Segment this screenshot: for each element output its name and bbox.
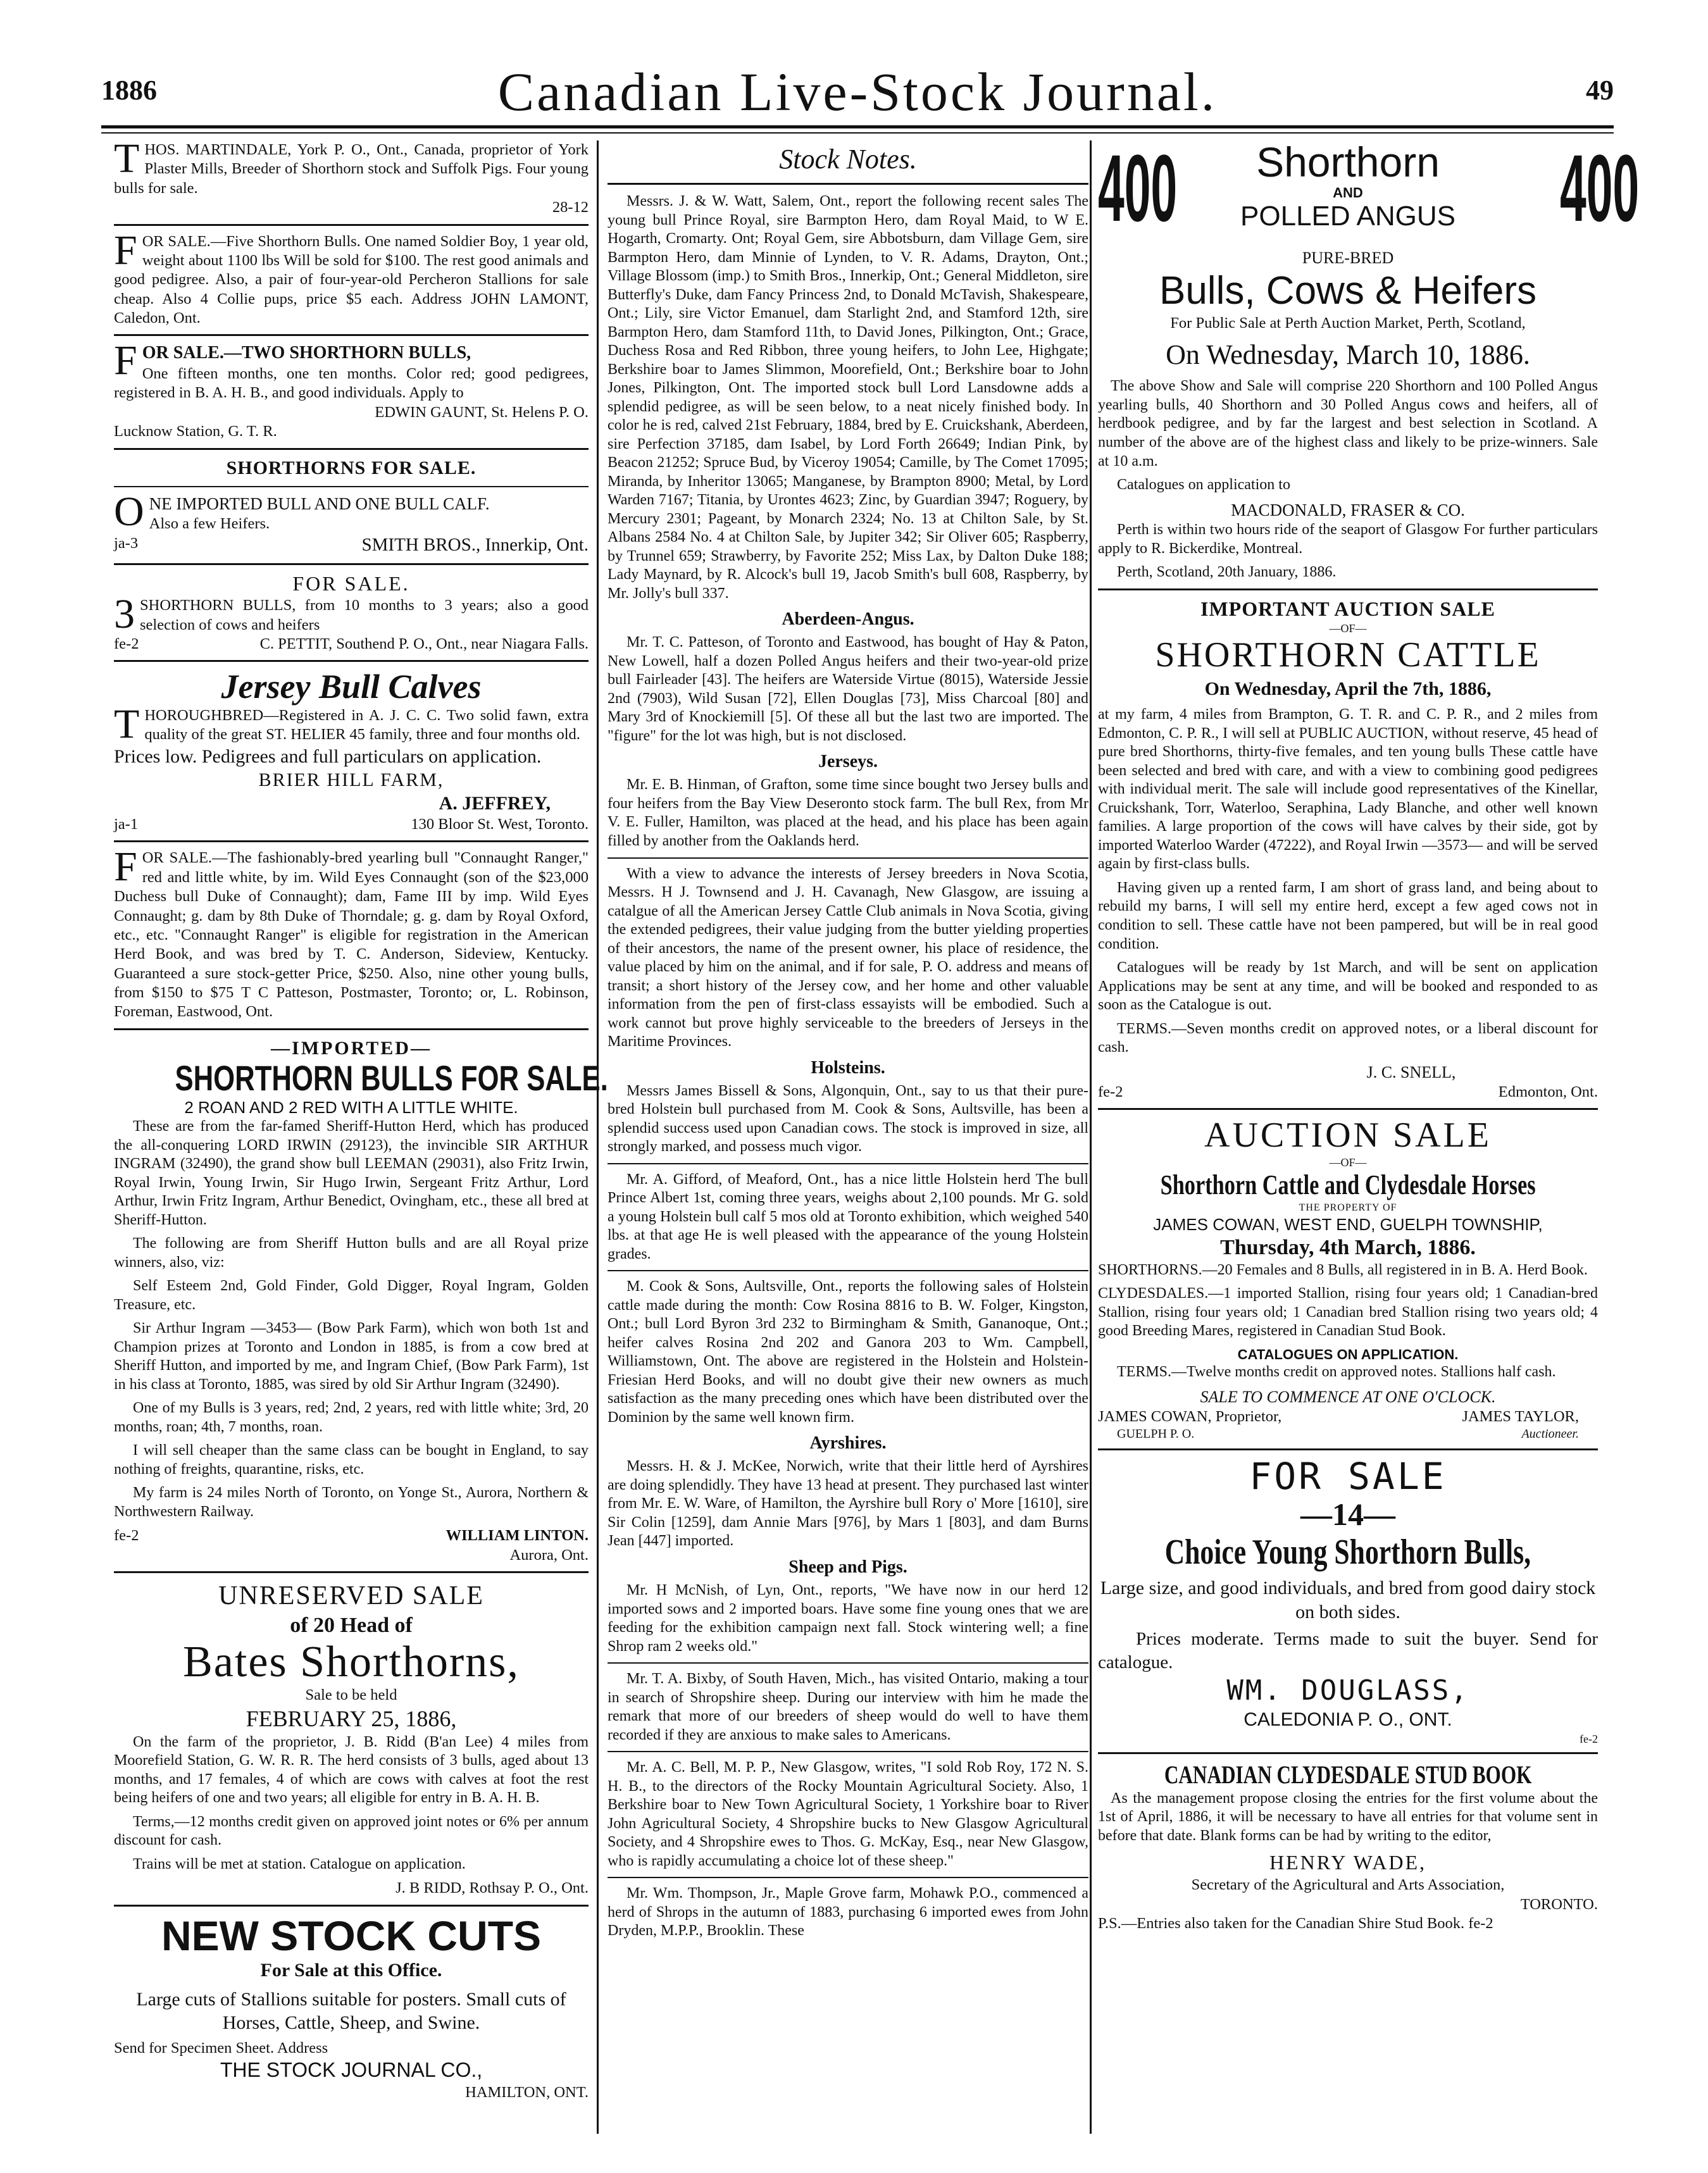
- ad-name: J. B RIDD, Rothsay P. O., Ont.: [396, 1879, 589, 1897]
- ad-address: 130 Bloor St. West, Toronto.: [411, 816, 589, 833]
- ad-title: Jersey Bull Calves: [221, 668, 482, 706]
- ad-title: UNRESERVED SALE: [218, 1581, 484, 1611]
- ad-subtitle: 2 ROAN AND 2 RED WITH A LITTLE WHITE.: [184, 1097, 518, 1117]
- ad-text: Large size, and good individuals, and bred from good dairy stock on both sides.: [1100, 1578, 1596, 1622]
- column-divider: [597, 140, 599, 2134]
- sale-time: SALE TO COMMENCE AT ONE O'CLOCK.: [1200, 1387, 1496, 1406]
- note-paragraph: M. Cook & Sons, Aultsville, Ont., reports the following sales of Holstein cattle made during the month: Cow Rosina 8816 to B. W. Folger, Kingston, Ont.; bull Lord Byron 3rd 232 to Birmingham & Smith, Gananoque, Ont.; heifer calves Rosina 2nd 202 and Ganora 203 to Wm. Campbell, Williamstown, Ont. The above are registered in the Holstein and Holstein-Friesian Herd Books, and will no doubt give their new owners as much satisfaction as the many preceding ones which have been distributed over the Dominion by the same well known firm.: [608, 1278, 1088, 1426]
- ad-headline: Bulls, Cows & Heifers: [1159, 269, 1537, 313]
- ad-stud-book: [1098, 1752, 1598, 1933]
- ad-paragraph: Sir Arthur Ingram —3453— (Bow Park Farm), which won both 1st and Champion prizes at Toronto and London in 1885, is from a cow bred at Sheriff Hutton, and imported by me, and Ingram Chief, (Bow Park Farm), 1st in his class at Toronto, 1885, was sired by old Sir Arthur Ingram (32490).: [114, 1320, 589, 1393]
- note-paragraph: Messrs James Bissell & Sons, Algonquin, Ont., say to us that their pure-bred Holstein bull purchased from M. Cook & Sons, Aultsville, has been a splendid success used upon Canadian cows. The stock is improved in size, all strongly marked, and possess much vigor.: [608, 1082, 1088, 1155]
- sale-date: FEBRUARY 25, 1886,: [246, 1706, 457, 1732]
- ad-text: Sale to be held: [305, 1686, 397, 1703]
- note-paragraph: Mr. A. Gifford, of Meaford, Ont., has a nice little Holstein herd The bull Prince Albert 1st, coming three years, weighs about 2,100 pounds. Mr G. sold a young Holstein bull calf 5 mos old at Toronto exhibition, which weighed 540 lbs. at that age He is well pleased with the appearance of the young Holstein grades.: [608, 1171, 1088, 1262]
- ad-paragraph: Trains will be met at station. Catalogue on application.: [133, 1855, 466, 1872]
- ad-code: fe-2: [114, 1527, 139, 1545]
- count-badge: 400: [1098, 135, 1178, 241]
- ad-text: Large cuts of Stallions suitable for posters. Small cuts of Horses, Cattle, Sheep, and Swine.: [136, 1988, 566, 2034]
- drop-cap: F: [114, 227, 137, 273]
- ad-text: OR SALE.—The fashionably-bred yearling bull "Connaught Ranger," red and little white, by im. Wild Eyes Connaught (son of the $23,000 Duchess bull Duke of Connaught); dam, Fame III by imp. Wild Eyes Connaught; g. dam by 8th Duke of Thorndale; g. g. dam by Royal Oxford, etc., etc. "Connaught Ranger" is eligible for registration in the American Herd Book, and was bred by T. C. Anderson, Sideview, Kentucky. Guaranteed a sure stock-getter Price, $250. Also, nine other young bulls, from $150 to $75 T C Patteson, Postmaster, Toronto; or, L. Robinson, Foreman, Eastwood, Ont.: [114, 849, 589, 1021]
- ad-connector: —OF—: [1329, 622, 1367, 635]
- issue-year: 1886: [101, 75, 157, 106]
- ad-title: IMPORTANT AUCTION SALE: [1200, 597, 1495, 620]
- ad-linton: [114, 1028, 608, 1565]
- ad-text: OR SALE.—Five Shorthorn Bulls. One named Soldier Boy, 1 year old, weight about 1100 lbs Will be sold for $100. The rest good animals and good pedigree. Also, a pair of four-year-old Percheron Stallions for sale cheap. Also 4 Collie pups, price $5 each. Address JOHN LAMONT, Caledon, Ont.: [114, 232, 589, 327]
- drop-cap: T: [114, 700, 140, 747]
- note-paragraph: Mr. A. C. Bell, M. P. P., New Glasgow, writes, "I sold Rob Roy, 172 N. S. H. B., to the directors of the Rocky Mountain Agricultural Society. Also, 1 Berkshire boar to New Town Agricultural Society, 1 Yorkshire boar to River John Agricultural Society, 4 Shropshire bucks to New Glasgow Agricultural Society, and 4 Shropshire ewes to Thos. G. McKay, Esq., near New Glasgow, who is rapidly accumulating a choice lot of these sheep.": [608, 1759, 1088, 1869]
- publisher-city: HAMILTON, ONT.: [465, 2083, 589, 2101]
- ad-text: P.S.—Entries also taken for the Canadian Shire Stud Book.: [1098, 1914, 1465, 1932]
- owner-name: JAMES COWAN, WEST END, GUELPH TOWNSHIP,: [1153, 1214, 1543, 1234]
- section-heading: Holsteins.: [811, 1057, 885, 1078]
- ad-connector: THE PROPERTY OF: [1299, 1202, 1397, 1213]
- note-paragraph: Messrs. H. & J. McKee, Norwich, write that their little herd of Ayrshires are doing splendidly. They have 13 head at present. They purchased last winter from Mr. E. W. Ware, of Hamilton, the Ayrshire bull Rory o' More [1610], sire Sir Colin [1259], dam Annie Mars [976], by Mars 1 [803], and dam Burns Jean [447] imported.: [608, 1458, 1088, 1550]
- ad-paragraph: I will sell cheaper than the same class can be bought in England, to say nothing of freights, quarantine, risks, etc.: [114, 1442, 589, 1478]
- ad-stock-cuts: [114, 1905, 589, 2102]
- ad-name: JAMES COWAN, Proprietor,: [1098, 1408, 1282, 1426]
- column-center: [608, 140, 1088, 2134]
- sale-date: On Wednesday, April the 7th, 1886,: [1204, 678, 1492, 700]
- ad-title: FOR SALE: [1249, 1455, 1447, 1498]
- ad-code: 28-12: [552, 199, 589, 216]
- drop-cap: O: [114, 488, 144, 535]
- ad-name: C. PETTIT, Southend P. O., Ont., near Niagara Falls.: [259, 635, 589, 652]
- section-title: Stock Notes.: [779, 144, 917, 175]
- ad-code: ja-3: [114, 534, 139, 552]
- ad-address: Aurora, Ont.: [509, 1546, 589, 1564]
- ad-subtitle: of 20 Head of: [290, 1614, 413, 1638]
- note-paragraph: Mr. Wm. Thompson, Jr., Maple Grove farm, Mohawk P.O., commenced a herd of Shrops in the autumn of 1883, purchasing 6 imported ewes from John Dryden, M.P.P., Brooklin. These: [608, 1885, 1088, 1940]
- ad-station: Lucknow Station, G. T. R.: [114, 423, 277, 440]
- ad-title: Shorthorn: [1256, 139, 1440, 185]
- ad-gaunt: [114, 334, 589, 441]
- ad-code: fe-2: [114, 635, 139, 652]
- sale-date: On Wednesday, March 10, 1886.: [1166, 339, 1530, 370]
- ad-title: NEW STOCK CUTS: [161, 1912, 542, 1959]
- ad-address: CALEDONIA P. O., ONT.: [1244, 1709, 1452, 1731]
- ad-subtitle: For Sale at this Office.: [260, 1960, 442, 1981]
- ad-code: fe-2: [1098, 1083, 1123, 1100]
- ad-paragraph: TERMS.—Twelve months credit on approved notes. Stallions half cash.: [1117, 1364, 1556, 1381]
- ad-name: A. JEFFREY,: [439, 792, 551, 814]
- ad-connaught: [114, 840, 589, 1021]
- farm-name: BRIER HILL FARM,: [258, 769, 444, 790]
- column-divider: [1090, 140, 1092, 2134]
- ad-paragraph: Self Esteem 2nd, Gold Finder, Gold Digger, Royal Ingram, Golden Treasure, etc.: [114, 1278, 589, 1313]
- ad-paragraph: The following are from Sheriff Hutton bulls and are all Royal prize winners, also, viz:: [114, 1235, 589, 1271]
- ad-code: fe-2: [1468, 1914, 1493, 1932]
- ad-perth-sale: [1098, 135, 1640, 582]
- ad-pettit: [114, 563, 589, 654]
- ad-title: CANADIAN CLYDESDALE STUD BOOK: [1164, 1760, 1532, 1789]
- ad-paragraph: Perth, Scotland, 20th January, 1886.: [1117, 564, 1337, 581]
- note-paragraph: Mr. T. C. Patteson, of Toronto and Eastwood, has bought of Hay & Paton, New Lowell, half a dozen Polled Angus heifers and their two-year-old prize bull Fairleader [43]. The heifers are Waterside Virtue (8015), Waterside Jessie 2nd (7903), Wild Susan [72], Ellen Douglas [73], Miss Charcoal [80] and Mary 3rd of Knockiemill [5]. Of these all but the last two are imported. The "figure" for the lot was high, but is not disclosed.: [608, 634, 1088, 744]
- ad-text: HOROUGHBRED—Registered in A. J. C. C. Two solid fawn, extra quality of the great ST. HELIER 45 family, three and four months old.: [144, 706, 589, 744]
- ad-headline: Shorthorn Cattle and Clydesdale Horses: [1160, 1169, 1536, 1201]
- ad-title: POLLED ANGUS: [1240, 200, 1456, 232]
- ad-jersey: [114, 660, 589, 834]
- ad-headline: Choice Young Shorthorn Bulls,: [1164, 1532, 1531, 1572]
- ad-heading: NE IMPORTED BULL AND ONE BULL CALF.: [149, 494, 490, 513]
- ad-title: AUCTION SALE: [1204, 1116, 1492, 1155]
- ad-text: HOS. MARTINDALE, York P. O., Ont., Canada, proprietor of York Plaster Mills, Breeder of Shorthorn stock and Suffolk Pigs. Four young bulls for sale.: [114, 141, 589, 197]
- ad-paragraph: at my farm, 4 miles from Brampton, G. T. R. and C. P. R., and 2 miles from Edmonton, C. P. R., I will sell at PUBLIC AUCTION, without reserve, 45 head of pure bred Shorthorns, thirty-five females, and ten young bulls These cattle have been selected and bred with care, and with a view to combining good pedigrees with individual merit. The sale will include good representatives of the Kinellar, Cruickshank, Torr, Waterloo, Seraphina, Lady Blanche, and other well known families. A large proportion of the cows will have calves by their side, got by imported Waterloo Warder (47222), and Royal Irwin —3573— and will be served again by first-class bulls.: [1098, 706, 1598, 873]
- ad-lamont: [114, 224, 589, 328]
- ad-paragraph: TERMS.—Seven months credit on approved notes, or a liberal discount for cash.: [1098, 1020, 1598, 1056]
- ad-paragraph: Perth is within two hours ride of the seaport of Glasgow For further particulars apply to R. Bickerdike, Montreal.: [1098, 521, 1598, 557]
- ad-text: Prices low. Pedigrees and full particulars on application.: [114, 745, 542, 767]
- ad-name: JAMES TAYLOR,: [1462, 1408, 1579, 1426]
- ad-name: WILLIAM LINTON.: [446, 1527, 589, 1545]
- count-badge: 400: [1560, 135, 1640, 241]
- drop-cap: 3: [114, 591, 135, 638]
- drop-cap: F: [114, 337, 137, 384]
- ad-name: J. C. SNELL,: [1366, 1062, 1456, 1081]
- ad-text: Also a few Heifers.: [149, 515, 270, 533]
- ad-snell: [1098, 588, 1598, 1102]
- ad-role: Auctioneer.: [1521, 1427, 1579, 1441]
- ad-kicker: —IMPORTED—: [271, 1037, 432, 1059]
- publisher-name: THE STOCK JOURNAL CO.,: [220, 2058, 483, 2081]
- ad-name: SMITH BROS., Innerkip, Ont.: [361, 534, 589, 555]
- ad-title: SHORTHORN BULLS FOR SALE.: [175, 1058, 608, 1099]
- ad-conjunction: AND: [1333, 185, 1363, 201]
- ad-code: fe-2: [1580, 1732, 1598, 1745]
- masthead-rule-thin: [101, 132, 1614, 134]
- note-paragraph: Messrs. J. & W. Watt, Salem, Ont., report the following recent sales The young bull Prince Royal, sire Barmpton Hero, dam Royal Maid, to W E. Hogarth, Cromarty. Ont; Royal Gem, sire Abbotsburn, dam Village Gem, sire Barmpton Hero, dam Minnie of Lynden, to V. R. Adams, Drayton, Ont.; Village Blossom (imp.) to Smith Bros., Innerkip, Ont.; General Middleton, sire Butterfly's Duke, dam Fancy Princess 2nd, to Donald McTavish, Shakespeare, Ont.; Lily, sire Victor Emanuel, dam Starlight 2nd, and Stamford 12th, sire Barmpton Hero, dam Stamford 11th, to David Jones, Pilkington, Ont.; Grace, Duchess Rosa and Red Ribbon, three young heifers, to John Lee, Highgate; Berkshire boar to James Slimmon, Moorefield, Ont.; Berkshire boar to John Jones, Pilkington, Ont. The imported stock bull Lord Lansdowne adds a splendid pedigree, as will be seen below, to a neat nicely finished body. In color he is red, calved 21st February, 1884, bred by E. Cruickshank, Aberdeen, sire Perfection 37185, dam Isabel, by Lord Forth 26649; Indian Pink, by Beacon 21252; Spruce Bud, by Viceroy 19054; Camille, by The Comet 17095; Miranda, by Inheritor 13065; Manganese, by Brampton 8900; Metal, by Lord Warden 7167; Titania, by Urontes 4623; Zinc, by Guardian 3947; Roguery, by Mercury 2301; Pageant, by Monarch 2324; No. 13 at Chilton Sale, by St. Albans 2584 No. 4 at Chilton Sale, by Jupiter 342; Sir Oliver 605; Raspberry, by Trunnel 659; Strawberry, by Favorite 252; Miss Lax, by Dalton Duke 188; Lady Maynard, by R. Alcock's bull 19, Jacob Smith's bull 608, Raspberry, by Mr. Jolly's bull 337.: [608, 193, 1088, 602]
- ad-douglass: [1098, 1448, 1598, 1746]
- ad-paragraph: My farm is 24 miles North of Toronto, on Yonge St., Aurora, Northern & Northwestern Railway.: [114, 1485, 589, 1520]
- drop-cap: F: [114, 844, 137, 890]
- ad-paragraph: Having given up a rented farm, I am short of grass land, and being about to rebuild my barns, I will sell my entire herd, except a few aged cows not in condition to sell. These cattle have not been pampered, but will be in real good condition.: [1098, 879, 1598, 952]
- section-heading: Ayrshires.: [809, 1433, 887, 1454]
- masthead-rule: [101, 125, 1614, 128]
- sale-date: Thursday, 4th March, 1886.: [1220, 1235, 1476, 1259]
- section-heading: Aberdeen-Angus.: [782, 609, 914, 630]
- ad-paragraph: The above Show and Sale will comprise 220 Shorthorn and 100 Polled Angus yearling bulls, 40 Shorthorn and 30 Polled Angus cows and heifers, all of herdbook pedigree, and by far the largest and best selection in Scotland. A number of the above are of the highest class and likely to be prize-winners. Sale at 10 a.m.: [1098, 378, 1598, 470]
- ad-paragraph: These are from the far-famed Sheriff-Hutton Herd, which has produced the all-conquering LORD IRWIN (29123), the invincible SIR ARTHUR INGRAM (32490), the grand show bull LEEMAN (29031), also Fritz Irwin, Royal Irwin, Young Irwin, Sir Hugo Irwin, Sergeant Fritz Arthur, Lord Arthur, Irwin Fritz Ingram, Arthur Benedict, Ovingham, etc., these all bred at Sheriff-Hutton.: [114, 1118, 589, 1228]
- ad-code: ja-1: [114, 816, 139, 833]
- sale-place: For Public Sale at Perth Auction Market, Perth, Scotland,: [1170, 314, 1526, 332]
- ad-count: —14—: [1300, 1496, 1395, 1532]
- ad-paragraph: Catalogues on application to: [1117, 476, 1290, 494]
- ad-cowan: [1098, 1108, 1598, 1442]
- ad-text: Secretary of the Agricultural and Arts Association,: [1191, 1876, 1505, 1894]
- ad-address: GUELPH P. O.: [1117, 1427, 1195, 1441]
- section-heading: Sheep and Pigs.: [789, 1557, 907, 1577]
- ad-headline: SHORTHORN CATTLE: [1155, 635, 1541, 675]
- ad-title: SHORTHORNS FOR SALE.: [226, 457, 477, 478]
- ad-address: TORONTO.: [1520, 1895, 1598, 1913]
- ad-name: MACDONALD, FRASER & CO.: [1231, 500, 1465, 520]
- ad-address: Edmonton, Ont.: [1498, 1083, 1598, 1100]
- note-paragraph: Mr. H McNish, of Lyn, Ont., reports, "We have now in our herd 12 imported sows and 2 imported boars. Have some fine young ones that we are feeding for the exhibition campaign next fall. Stock wintering well; a fine Shrop ram 2 weeks old.": [608, 1582, 1088, 1655]
- ad-text: SHORTHORN BULLS, from 10 months to 3 years; also a good selection of cows and heifers: [140, 597, 589, 633]
- note-paragraph: Mr. T. A. Bixby, of South Haven, Mich., has visited Ontario, making a tour in search of Shropshire sheep. During our interview with him he made the remark that more of our breeders of sheep would do well to have them recorded if they are anxious to make sales to Americans.: [608, 1671, 1088, 1743]
- ad-paragraph: CLYDESDALES.—1 imported Stallion, rising four years old; 1 Canadian-bred Stallion, rising four years old; 1 Canadian bred Stallion rising two years old; 4 good Breeding Mares, registered in Canadian Stud Book.: [1098, 1285, 1598, 1340]
- ad-name: EDWIN GAUNT, St. Helens P. O.: [375, 403, 589, 421]
- note-paragraph: Mr. E. B. Hinman, of Grafton, some time since bought two Jersey bulls and four heifers from the Bay View Deseronto stock farm. The bull Rex, from Mr V. E. Fuller, Hamilton, was placed at the head, and his place has been again filled by another from the Oaklands herd.: [608, 776, 1088, 849]
- masthead: [101, 60, 1614, 122]
- ad-name: WM. DOUGLASS,: [1226, 1674, 1469, 1707]
- ad-text: Prices moderate. Terms made to suit the buyer. Send for catalogue.: [1098, 1629, 1598, 1672]
- ad-paragraph: One of my Bulls is 3 years, red; 2nd, 2 years, red with little white; 3rd, 20 months, roan; 4th, 7 months, roan.: [114, 1400, 589, 1435]
- section-heading: Jerseys.: [818, 752, 878, 772]
- ad-heading: OR SALE.—TWO SHORTHORN BULLS,: [142, 343, 471, 363]
- ad-headline: Bates Shorthorns,: [183, 1638, 520, 1687]
- ad-text: One fifteen months, one ten months. Color red; good pedigrees, registered in B. A. H. B., and good individuals. Apply to: [114, 365, 589, 402]
- ad-paragraph: SHORTHORNS.—20 Females and 8 Bulls, all registered in in B. A. Herd Book.: [1098, 1261, 1588, 1278]
- ad-text: Send for Specimen Sheet. Address: [114, 2039, 328, 2057]
- ad-paragraph: As the management propose closing the entries for the first volume about the 1st of April, 1886, it will be necessary to have all entries for that volume sent in before that date. Blank forms can be had by writing to the editor,: [1098, 1790, 1598, 1844]
- column-left: [114, 135, 608, 2134]
- column-right: [1098, 135, 1640, 2134]
- journal-title: Canadian Live-Stock Journal.: [497, 61, 1218, 122]
- ad-title: FOR SALE.: [292, 571, 410, 595]
- ad-paragraph: Terms,—12 months credit given on approved joint notes or 6% per annum discount for cash.: [114, 1813, 589, 1849]
- ad-notice: CATALOGUES ON APPLICATION.: [1237, 1347, 1459, 1362]
- drop-cap: T: [114, 135, 140, 182]
- page-number: 49: [1586, 75, 1614, 106]
- note-paragraph: With a view to advance the interests of Jersey breeders in Nova Scotia, Messrs. H J. Townsend and J. H. Cavanagh, New Glasgow, are issuing a catalgue of all the American Jersey Cattle Club animals in Nova Scotia, giving the extended pedigrees, their value judging from the butter yielding properties of their ancestors, the name of the present owner, his place of residence, the value placed by him on the animal, and if for sale, P. O. address and means of transit; a short history of the Jersey cow, and her home and other valuable information from the pen of first-class essayists will be embodied. Such a work cannot but prove highly serviceable to the breeders of Jerseys in the Maritime Provinces.: [608, 865, 1088, 1050]
- ad-martindale: [114, 135, 589, 218]
- ad-paragraph: On the farm of the proprietor, J. B. Ridd (B'an Lee) 4 miles from Moorefield Station, G. W. R. R. The herd consists of 3 bulls, aged about 13 months, and 17 females, 4 of which are cows with calves at foot the rest being heifers of one and two years; all eligible for entry in B. A. H. B.: [114, 1733, 589, 1807]
- ad-subtitle: PURE-BRED: [1302, 249, 1394, 267]
- ad-smith: [114, 448, 589, 557]
- ad-bates: [114, 1571, 589, 1898]
- ad-connector: —OF—: [1329, 1155, 1367, 1169]
- ad-paragraph: Catalogues will be ready by 1st March, and will be sent on application Applications may be sent at any time, and will be booked and responded to as soon as the Catalogue is out.: [1098, 959, 1598, 1014]
- ad-name: HENRY WADE,: [1269, 1851, 1427, 1874]
